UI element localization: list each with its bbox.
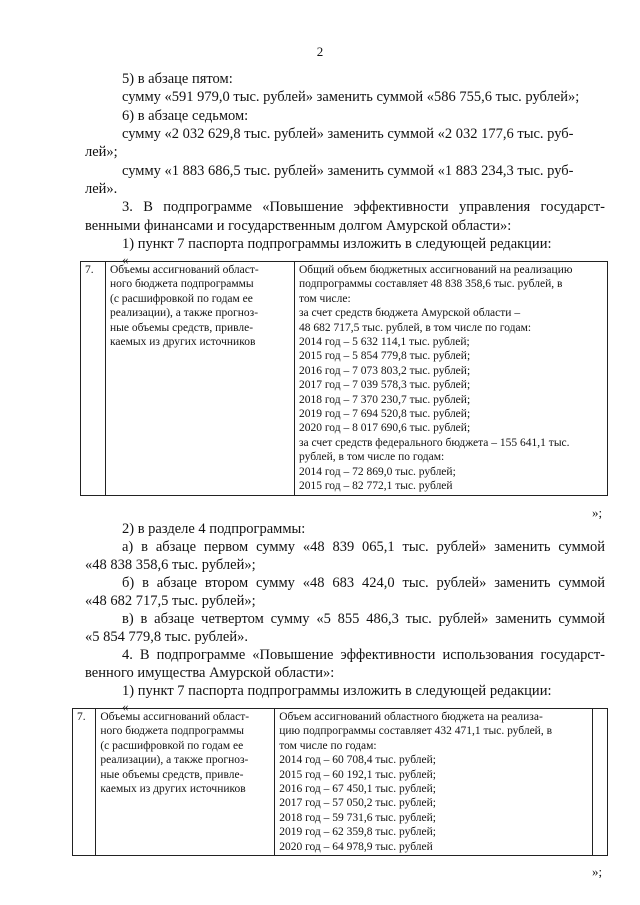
value-line: за счет средств федерального бюджета – 155 641,1 тыс. bbox=[299, 436, 570, 449]
table-cell-number: 7. bbox=[81, 262, 106, 496]
paragraph-line: б) в абзаце втором сумму «48 683 424,0 тыс. рублей» заменить суммой bbox=[122, 575, 605, 591]
passport-table-2 bbox=[72, 708, 608, 856]
label-line: (с расшифровкой по годам ее bbox=[100, 739, 244, 752]
value-line: цию подпрограммы составляет 432 471,1 тыс. рублей, в bbox=[279, 725, 553, 738]
value-line: 48 682 717,5 тыс. рублей, в том числе по годам: bbox=[299, 321, 532, 334]
close-quote: »; bbox=[592, 864, 603, 879]
value-line: том числе по годам: bbox=[279, 739, 377, 752]
value-line: 2017 год – 57 050,2 тыс. рублей; bbox=[279, 797, 436, 810]
value-line: 2014 год – 60 708,4 тыс. рублей; bbox=[279, 754, 436, 767]
open-quote: « bbox=[122, 252, 129, 267]
label-line: ные объемы средств, привле- bbox=[110, 321, 254, 334]
value-line: том числе: bbox=[299, 292, 351, 305]
table-cell-empty bbox=[592, 709, 607, 856]
passport-table-1 bbox=[80, 261, 608, 496]
value-line: рублей, в том числе по годам: bbox=[299, 451, 445, 464]
table-row bbox=[81, 262, 608, 496]
label-line: Объемы ассигнований област- bbox=[110, 264, 259, 276]
value-line: 2018 год – 59 731,6 тыс. рублей; bbox=[279, 811, 436, 824]
label-line: каемых из других источников bbox=[110, 336, 256, 349]
value-line: подпрограммы составляет 48 838 358,6 тыс. рублей, в bbox=[299, 278, 563, 291]
label-line: ного бюджета подпрограммы bbox=[110, 278, 254, 291]
label-line: ного бюджета подпрограммы bbox=[100, 725, 244, 738]
paragraph-line: сумму «591 979,0 тыс. рублей» заменить суммой «586 755,6 тыс. рублей»; bbox=[122, 89, 580, 105]
paragraph-line: «5 854 779,8 тыс. рублей». bbox=[85, 629, 248, 645]
paragraph-line: «48 682 717,5 тыс. рублей»; bbox=[85, 593, 256, 609]
paragraph-line: в) в абзаце четвертом сумму «5 855 486,3 тыс. рублей» заменить суммой bbox=[122, 611, 605, 627]
value-line: за счет средств бюджета Амурской области – bbox=[299, 307, 521, 320]
table-cell-label bbox=[96, 709, 275, 856]
paragraph-line: венными финансами и государственным долгом Амурской области»: bbox=[85, 218, 512, 234]
value-line: 2015 год – 82 772,1 тыс. рублей bbox=[299, 480, 453, 493]
paragraph-line: лей». bbox=[85, 181, 118, 197]
table-row bbox=[73, 709, 608, 856]
table-cell-value bbox=[275, 709, 593, 856]
paragraph-line: 5) в абзаце пятом: bbox=[122, 71, 233, 87]
label-line: Объемы ассигнований област- bbox=[100, 711, 250, 723]
value-line: 2016 год – 7 073 803,2 тыс. рублей; bbox=[299, 364, 471, 377]
label-line: реализации), а также прогноз- bbox=[100, 754, 249, 767]
value-line: 2017 год – 7 039 578,3 тыс. рублей; bbox=[299, 379, 471, 392]
label-line: (с расшифровкой по годам ее bbox=[110, 292, 253, 305]
label-line: ные объемы средств, привле- bbox=[100, 768, 244, 781]
open-quote: « bbox=[122, 699, 129, 714]
paragraph-line: сумму «2 032 629,8 тыс. рублей» заменить суммой «2 032 177,6 тыс. руб- bbox=[122, 126, 574, 142]
paragraph-line: 1) пункт 7 паспорта подпрограммы изложить в следующей редакции: bbox=[122, 683, 552, 699]
page-number: 2 bbox=[316, 44, 324, 59]
close-quote: »; bbox=[592, 505, 603, 520]
paragraph-line: 3. В подпрограмме «Повышение эффективности управления государст- bbox=[122, 199, 605, 215]
paragraph-line: 2) в разделе 4 подпрограммы: bbox=[122, 521, 306, 537]
value-line: 2014 год – 5 632 114,1 тыс. рублей; bbox=[299, 336, 470, 349]
label-line: реализации), а также прогноз- bbox=[110, 307, 259, 320]
table-cell-value bbox=[295, 262, 608, 496]
paragraph-line: 4. В подпрограмме «Повышение эффективности использования государст- bbox=[122, 647, 605, 663]
paragraph-line: 6) в абзаце седьмом: bbox=[122, 108, 249, 124]
value-line: 2019 год – 62 359,8 тыс. рублей; bbox=[279, 826, 436, 839]
paragraph-line: «48 838 358,6 тыс. рублей»; bbox=[85, 557, 256, 573]
value-line: 2016 год – 67 450,1 тыс. рублей; bbox=[279, 783, 436, 796]
value-line: 2018 год – 7 370 230,7 тыс. рублей; bbox=[299, 393, 471, 406]
value-line: Объем ассигнований областного бюджета на реализа- bbox=[279, 711, 543, 723]
value-line: 2014 год – 72 869,0 тыс. рублей; bbox=[299, 465, 456, 478]
paragraph-line: венного имущества Амурской области»: bbox=[85, 665, 335, 681]
value-line: 2020 год – 8 017 690,6 тыс. рублей; bbox=[299, 422, 471, 435]
value-line: 2015 год – 5 854 779,8 тыс. рублей; bbox=[299, 350, 471, 363]
paragraph-line: 1) пункт 7 паспорта подпрограммы изложить в следующей редакции: bbox=[122, 236, 552, 252]
paragraph-line: лей»; bbox=[85, 144, 118, 160]
value-line: Общий объем бюджетных ассигнований на реализацию bbox=[299, 264, 573, 276]
paragraph-line: а) в абзаце первом сумму «48 839 065,1 тыс. рублей» заменить суммой bbox=[122, 539, 605, 555]
label-line: каемых из других источников bbox=[100, 783, 246, 796]
table-cell-number: 7. bbox=[73, 709, 96, 856]
table-cell-label bbox=[106, 262, 295, 496]
value-line: 2015 год – 60 192,1 тыс. рублей; bbox=[279, 768, 436, 781]
value-line: 2019 год – 7 694 520,8 тыс. рублей; bbox=[299, 408, 471, 421]
paragraph-line: сумму «1 883 686,5 тыс. рублей» заменить суммой «1 883 234,3 тыс. руб- bbox=[122, 163, 574, 179]
value-line: 2020 год – 64 978,9 тыс. рублей bbox=[279, 840, 433, 853]
